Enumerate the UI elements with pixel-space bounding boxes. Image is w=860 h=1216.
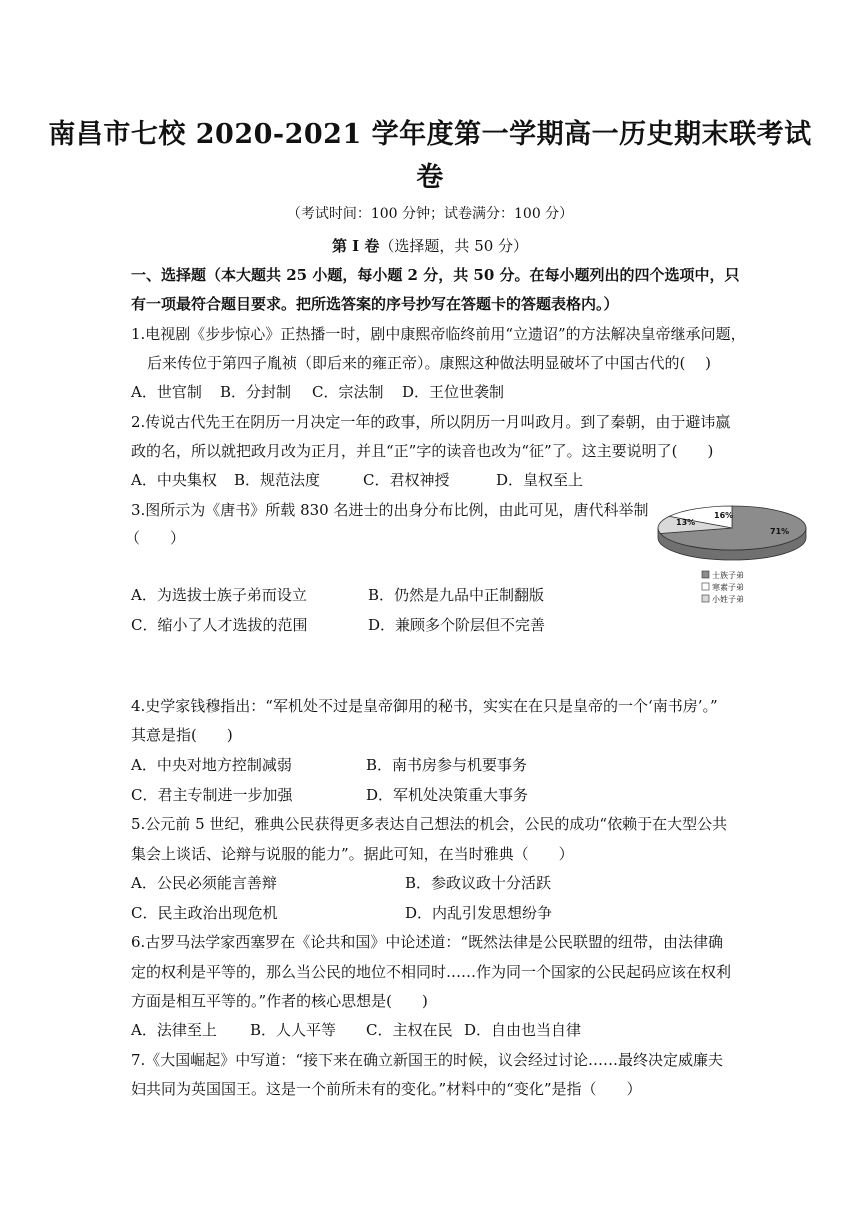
q5-option-b[interactable]: B．参政议政十分活跃 bbox=[405, 874, 552, 892]
q2-stem-line1: 2.传说古代先王在阴历一月决定一年的政事，所以阴历一月叫政月。到了秦朝，由于避讳嬴 bbox=[131, 413, 731, 431]
pie-legend-swatch-xiaoxing bbox=[702, 595, 709, 602]
pie-data-label-hansu: 16% bbox=[714, 511, 734, 520]
pie-legend-swatch-hansu bbox=[702, 583, 709, 590]
q3-option-a[interactable]: A．为选拔士族子弟而设立 bbox=[131, 586, 307, 604]
q4-stem-line1: 4.史学家钱穆指出：“军机处不过是皇帝御用的秘书，实实在在只是皇帝的一个‘南书房’。” bbox=[131, 697, 718, 715]
q1-stem-line1: 1.电视剧《步步惊心》正热播一时，剧中康熙帝临终前用“立遗诏”的方法解决皇帝继承问题， bbox=[131, 325, 746, 343]
section-instructions-line1: 一、选择题（本大题共 25 小题，每小题 2 分，共 50 分。在每小题列出的四个选项中，只 bbox=[131, 266, 740, 284]
q1-option-b[interactable]: B．分封制 bbox=[220, 383, 292, 401]
q3-option-b[interactable]: B．仍然是九品中正制翻版 bbox=[368, 586, 545, 604]
part-heading bbox=[0, 235, 860, 256]
pie-legend-label-xiaoxing: 小姓子弟 bbox=[712, 595, 744, 604]
q6-stem-line2: 定的权利是平等的，那么当公民的地位不相同时……作为同一个国家的公民起码应该在权利 bbox=[131, 963, 732, 981]
q1-option-c[interactable]: C．宗法制 bbox=[312, 383, 384, 401]
q7-stem-line1: 7.《大国崛起》中写道：“接下来在确立新国王的时候，议会经过讨论……最终决定威廉夫 bbox=[131, 1051, 723, 1069]
q2-option-b[interactable]: B．规范法度 bbox=[234, 471, 321, 489]
q5-option-c[interactable]: C．民主政治出现危机 bbox=[131, 904, 278, 922]
pie-data-label-shizu: 71% bbox=[770, 527, 790, 536]
pie-legend-swatch-shizu bbox=[702, 571, 709, 578]
q6-option-d[interactable]: D．自由也当自律 bbox=[464, 1021, 582, 1039]
q2-option-d[interactable]: D．皇权至上 bbox=[496, 471, 584, 489]
pie-legend-label-hansu: 寒素子弟 bbox=[712, 583, 744, 592]
q7-stem-line2: 妇共同为英国国王。这是一个前所未有的变化。”材料中的“变化”是指（ ） bbox=[131, 1080, 642, 1098]
pie-data-label-xiaoxing: 13% bbox=[676, 518, 696, 527]
q6-stem-line1: 6.古罗马法学家西塞罗在《论共和国》中论述道：“既然法律是公民联盟的纽带，由法律确 bbox=[131, 933, 723, 951]
q1-option-a[interactable]: A．世官制 bbox=[131, 383, 202, 401]
q4-stem-line2: 其意是指( ) bbox=[131, 726, 233, 744]
exam-title-line2: 卷 bbox=[416, 162, 444, 193]
q3-stem-line2: （ ） bbox=[125, 529, 186, 547]
q3-option-d[interactable]: D．兼顾多个阶层但不完善 bbox=[368, 616, 546, 634]
q4-option-a[interactable]: A．中央对地方控制减弱 bbox=[131, 756, 292, 774]
q4-option-d[interactable]: D．军机处决策重大事务 bbox=[366, 786, 529, 804]
pie-legend-label-shizu: 士族子弟 bbox=[712, 571, 744, 580]
q5-option-a[interactable]: A．公民必须能言善辩 bbox=[131, 874, 277, 892]
part-desc: （选择题，共 50 分） bbox=[379, 237, 529, 255]
exam-meta: （考试时间：100 分钟；试卷满分：100 分） bbox=[286, 206, 574, 222]
section-instructions-line2: 有一项最符合题目要求。把所选答案的序号抄写在答题卡的答题表格内。） bbox=[131, 295, 619, 313]
q6-option-b[interactable]: B．人人平等 bbox=[250, 1021, 337, 1039]
q2-option-a[interactable]: A．中央集权 bbox=[131, 471, 217, 489]
q6-option-a[interactable]: A．法律至上 bbox=[131, 1021, 217, 1039]
q5-option-d[interactable]: D．内乱引发思想纷争 bbox=[405, 904, 553, 922]
q1-option-d[interactable]: D．王位世袭制 bbox=[402, 383, 505, 401]
q2-stem-line2: 政的名，所以就把政月改为正月，并且“正”字的读音也改为“征”了。这主要说明了( ) bbox=[131, 442, 714, 460]
q5-stem-line1: 5.公元前 5 世纪，雅典公民获得更多表达自己想法的机会，公民的成功“依赖于在大型公共 bbox=[131, 815, 728, 833]
q6-option-c[interactable]: C．主权在民 bbox=[366, 1021, 453, 1039]
q3-stem-line1: 3.图所示为《唐书》所载 830 名进士的出身分布比例，由此可见，唐代科举制 bbox=[131, 501, 649, 519]
q3-option-c[interactable]: C．缩小了人才选拔的范围 bbox=[131, 616, 308, 634]
q2-option-c[interactable]: C．君权神授 bbox=[363, 471, 450, 489]
q1-stem-line2: 后来传位于第四子胤祯（即后来的雍正帝）。康熙这种做法明显破坏了中国古代的( ) bbox=[147, 354, 711, 372]
q4-option-b[interactable]: B．南书房参与机要事务 bbox=[366, 756, 528, 774]
q5-stem-line2: 集会上谈话、论辩与说服的能力”。据此可知，在当时雅典（ ） bbox=[131, 845, 574, 863]
q4-option-c[interactable]: C．君主专制进一步加强 bbox=[131, 786, 293, 804]
q3-pie-chart bbox=[652, 498, 812, 620]
q6-stem-line3: 方面是相互平等的。”作者的核心思想是( ) bbox=[131, 992, 428, 1010]
exam-title-line1: 南昌市七校 2020-2021 学年度第一学期高一历史期末联考试 bbox=[48, 119, 812, 150]
part-label: 第 I 卷 bbox=[331, 237, 380, 255]
